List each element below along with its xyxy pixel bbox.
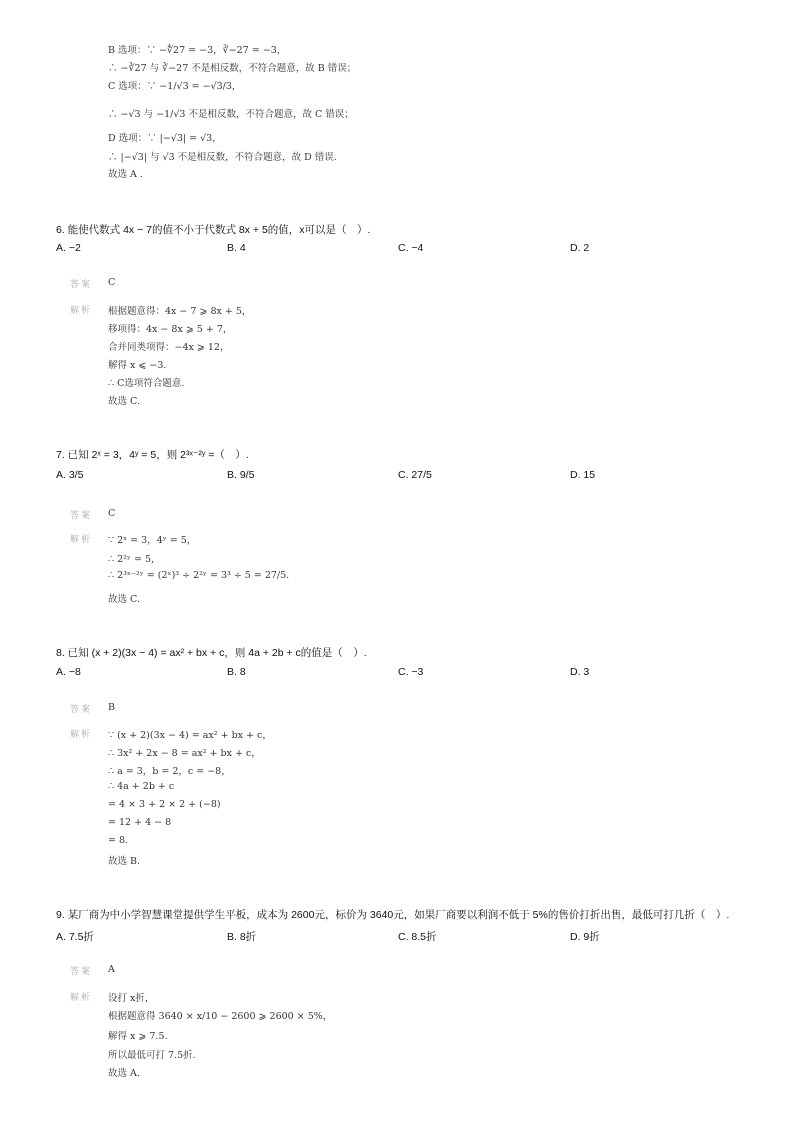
analysis-line: 根据题意得：4x − 7 ⩾ 8x + 5， xyxy=(108,306,252,317)
option-b: B. 8 xyxy=(227,666,246,678)
option-a: A. −8 xyxy=(56,666,81,678)
option-b: B. 9/5 xyxy=(227,469,255,481)
analysis-line: ∵ (x + 2)(3x − 4) = ax² + bx + c， xyxy=(108,730,272,741)
analysis-label: 解析 xyxy=(70,993,93,1003)
analysis-line: ∴ a = 3，b = 2，c = −8， xyxy=(108,766,231,777)
explanation-line: ∴ −∛27 与 ∛−27 不是相反数，不符合题意，故 B 错误； xyxy=(108,63,357,74)
analysis-label: 解析 xyxy=(70,730,93,740)
analysis-line: ∴ 2²ʸ = 5， xyxy=(108,554,161,565)
answer-label: 答案 xyxy=(70,705,93,715)
analysis-line: ∴ C选项符合题意. xyxy=(108,378,185,389)
analysis-label: 解析 xyxy=(70,535,93,545)
analysis-line: 根据题意得 3640 × x/10 − 2600 ⩾ 2600 × 5%， xyxy=(108,1011,333,1022)
analysis-line: 故选 C. xyxy=(108,594,140,605)
option-c: C. 27/5 xyxy=(398,469,432,481)
analysis-line: 移项得：4x − 8x ⩾ 5 + 7， xyxy=(108,324,233,335)
analysis-line: 故选 C. xyxy=(108,396,140,407)
option-b: B. 4 xyxy=(227,242,246,254)
analysis-line: 解得 x ⩾ 7.5. xyxy=(108,1031,168,1042)
explanation-line: 故选 A . xyxy=(108,169,143,180)
analysis-line: = 4 × 3 + 2 × 2 + (−8) xyxy=(108,799,221,810)
answer-label: 答案 xyxy=(70,280,93,290)
option-c: C. 8.5折 xyxy=(398,931,437,943)
explanation-line: ∴ −√3 与 −1/√3 不是相反数，不符合题意，故 C 错误； xyxy=(108,109,354,120)
analysis-line: ∴ 2³ˣ⁻²ʸ = (2ˣ)³ ÷ 2²ʸ = 3³ ÷ 5 = 27/5. xyxy=(108,570,290,581)
explanation-line: ∴ |−√3| 与 √3 不是相反数，不符合题意，故 D 错误. xyxy=(108,152,337,163)
analysis-line: 设打 x折， xyxy=(108,993,155,1004)
analysis-label: 解析 xyxy=(70,306,93,316)
option-a: A. 7.5折 xyxy=(56,931,94,943)
analysis-line: 合并同类项得：−4x ⩾ 12， xyxy=(108,342,230,353)
analysis-line: 故选 B. xyxy=(108,856,141,867)
answer-label: 答案 xyxy=(70,967,93,977)
answer-value: A xyxy=(108,964,115,975)
option-a: A. −2 xyxy=(56,242,81,254)
option-d: D. 2 xyxy=(570,242,590,254)
answer-label: 答案 xyxy=(70,511,93,521)
option-d: D. 3 xyxy=(570,666,590,678)
question-stem: 6. 能使代数式 4x − 7的值不小于代数式 8x + 5的值，x可以是（ ）. xyxy=(56,224,371,236)
question-stem: 9. 某厂商为中小学智慧课堂提供学生平板，成本为 2600元，标价为 3640元，如果厂商要以利润不低于 5%的售价打折出售，最低可打几折（ ）. xyxy=(56,909,730,921)
option-b: B. 8折 xyxy=(227,931,257,943)
analysis-line: ∵ 2ˣ = 3，4ʸ = 5， xyxy=(108,535,197,546)
analysis-line: ∴ 4a + 2b + c xyxy=(108,781,175,792)
question-stem: 8. 已知 (x + 2)(3x − 4) = ax² + bx + c，则 4a + 2b + c的值是（ ）. xyxy=(56,647,367,659)
question-stem: 7. 已知 2ˣ = 3，4ʸ = 5，则 2³ˣ⁻²ʸ =（ ）. xyxy=(56,449,249,461)
answer-value: C xyxy=(108,277,116,288)
option-c: C. −4 xyxy=(398,242,424,254)
option-d: D. 15 xyxy=(570,469,596,481)
answer-value: B xyxy=(108,702,115,713)
analysis-line: 所以最低可打 7.5折. xyxy=(108,1050,196,1061)
analysis-line: 解得 x ⩽ −3. xyxy=(108,360,167,371)
explanation-line: D 选项：∵ |−√3| = √3， xyxy=(108,133,222,144)
analysis-line: = 12 + 4 − 8 xyxy=(108,817,172,828)
analysis-line: 故选 A. xyxy=(108,1068,140,1079)
analysis-line: ∴ 3x² + 2x − 8 = ax² + bx + c， xyxy=(108,748,261,759)
answer-value: C xyxy=(108,508,116,519)
option-d: D. 9折 xyxy=(570,931,600,943)
option-c: C. −3 xyxy=(398,666,424,678)
analysis-line: = 8. xyxy=(108,835,129,846)
option-a: A. 3/5 xyxy=(56,469,84,481)
explanation-line: C 选项：∵ −1/√3 = −√3/3， xyxy=(108,81,242,92)
explanation-line: B 选项：∵ −∜27 = −3，∛−27 = −3， xyxy=(108,45,287,56)
